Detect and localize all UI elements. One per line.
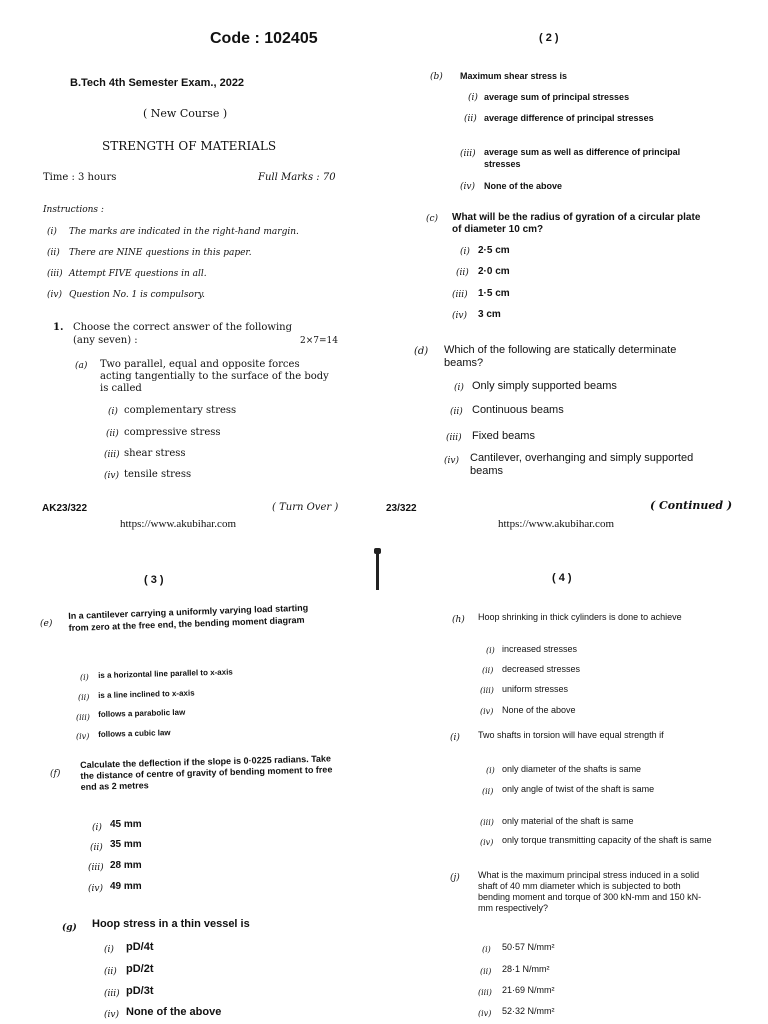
option-text: uniform stresses: [502, 684, 569, 694]
option-num: (iii): [452, 290, 468, 300]
option-text: decreased stresses: [502, 664, 581, 674]
option-text: only torque transmitting capacity of the shaft is same: [502, 835, 712, 845]
subquestion-label: (b): [430, 72, 443, 82]
subquestion-label: (a): [75, 361, 88, 371]
option-text: 28 mm: [110, 860, 142, 871]
option-text: only diameter of the shafts is same: [502, 764, 642, 774]
option-num: (iii): [76, 713, 90, 722]
option-text: 50·57 N/mm²: [502, 942, 555, 952]
option-num: (iii): [478, 988, 492, 997]
option-num: (iv): [88, 884, 103, 894]
option-num: (ii): [104, 967, 117, 977]
subject-title: STRENGTH OF MATERIALS: [102, 139, 277, 153]
option-text: complementary stress: [124, 405, 237, 416]
option-text: None of the above: [484, 181, 563, 191]
option-text: 35 mm: [110, 839, 142, 850]
option-text: compressive stress: [124, 427, 221, 438]
exam-code: Code : 102405: [210, 30, 318, 47]
footer-code: AK23/322: [42, 503, 88, 514]
question-marks: 2×7=14: [300, 336, 338, 346]
question-text: (any seven) :: [73, 335, 138, 346]
option-text: Fixed beams: [472, 430, 535, 442]
page-number: ( 3 ): [144, 574, 164, 586]
option-num: (iv): [480, 707, 494, 716]
footer-note: ( Turn Over ): [272, 502, 339, 513]
option-num: (i): [108, 407, 118, 417]
option-text: None of the above: [502, 705, 576, 715]
option-text: shear stress: [124, 448, 186, 459]
time-label: Time : 3 hours: [43, 172, 117, 183]
source-url: https://www.akubihar.com: [120, 518, 236, 530]
option-num: (ii): [480, 967, 492, 976]
option-num: (iii): [88, 863, 104, 873]
instruction-num: (i): [47, 227, 57, 237]
subquestion-text: Two parallel, equal and opposite forces acting tangentially to the surface of the body is called: [100, 359, 329, 394]
option-text: 45 mm: [110, 819, 142, 830]
option-num: (i): [486, 646, 495, 655]
option-text: 3 cm: [478, 309, 501, 320]
option-num: (i): [460, 247, 470, 257]
option-num: (i): [486, 766, 495, 775]
option-text: Only simply supported beams: [472, 380, 617, 392]
option-text: 1·5 cm: [478, 288, 510, 299]
footer-code: 23/322: [386, 503, 417, 514]
source-url: https://www.akubihar.com: [498, 518, 614, 530]
option-text: Cantilever, overhanging and simply supported beams: [470, 452, 694, 477]
option-num: (iv): [452, 311, 467, 321]
subquestion-label: (c): [426, 214, 439, 224]
option-num: (iii): [446, 433, 462, 443]
option-num: (i): [454, 383, 464, 393]
option-num: (iv): [480, 838, 494, 847]
scan-divider-dot: [374, 548, 381, 554]
option-num: (ii): [482, 666, 494, 675]
option-text: only angle of twist of the shaft is same: [502, 784, 655, 794]
option-num: (ii): [450, 407, 463, 417]
instruction-num: (iii): [47, 269, 63, 279]
option-num: (iv): [460, 182, 475, 192]
subquestion-label: (j): [450, 873, 460, 883]
option-text: average difference of principal stresses: [484, 113, 654, 123]
subquestion-label: (h): [452, 615, 465, 625]
option-num: (iii): [104, 450, 120, 460]
option-num: (iv): [76, 732, 90, 741]
option-text: 2·0 cm: [478, 266, 510, 277]
subquestion-text: Hoop shrinking in thick cylinders is done to achieve: [478, 612, 682, 622]
option-text: pD/3t: [126, 985, 154, 997]
option-text: tensile stress: [124, 469, 192, 480]
subquestion-text: In a cantilever carrying a uniformly varying load starting from zero at the free end, the bending moment diagram: [68, 602, 309, 633]
option-num: (ii): [456, 268, 469, 278]
subquestion-text: Two shafts in torsion will have equal strength if: [478, 730, 664, 740]
option-num: (iii): [480, 686, 494, 695]
page-number: ( 4 ): [552, 572, 572, 584]
instruction-text: Attempt FIVE questions in all.: [69, 269, 207, 279]
question-text: Choose the correct answer of the following: [73, 322, 292, 333]
option-text: pD/2t: [126, 963, 154, 975]
option-num: (iv): [104, 471, 119, 481]
subquestion-text: Which of the following are statically determinate beams?: [444, 344, 677, 369]
question-number: 1.: [53, 322, 64, 333]
option-num: (iv): [104, 1010, 119, 1020]
option-num: (i): [482, 945, 491, 954]
instruction-num: (ii): [47, 248, 60, 258]
option-num: (iii): [460, 149, 476, 159]
option-num: (i): [468, 93, 478, 103]
subquestion-label: (i): [450, 733, 460, 743]
instruction-text: There are NINE questions in this paper.: [69, 248, 252, 258]
subquestion-text: Calculate the deflection if the slope is 0·0225 radians. Take the distance of centre of gravity of bending moment to free end as 2 metres: [80, 753, 333, 792]
option-text: 28·1 N/mm²: [502, 964, 550, 974]
option-num: (iii): [480, 818, 494, 827]
full-marks: Full Marks : 70: [258, 172, 336, 183]
option-text: average sum as well as difference of principal stresses: [484, 147, 681, 169]
option-text: 21·69 N/mm²: [502, 985, 555, 995]
option-text: is a line inclined to x-axis: [98, 688, 195, 700]
subquestion-text: What will be the radius of gyration of a circular plate of diameter 10 cm?: [452, 212, 701, 235]
option-text: 52·32 N/mm²: [502, 1006, 555, 1016]
option-num: (ii): [464, 114, 477, 124]
page-number: ( 2 ): [539, 32, 559, 44]
subquestion-label: (d): [414, 346, 429, 357]
subquestion-text: What is the maximum principal stress induced in a solid shaft of 40 mm diameter which is subjected to both bending moment and torque of 300 kN-mm and 150 kN-mm respectively?: [478, 870, 702, 913]
option-text: Continuous beams: [472, 404, 564, 416]
subquestion-label: (e): [40, 619, 53, 629]
subquestion-text: Hoop stress in a thin vessel is: [92, 918, 250, 930]
option-text: follows a parabolic law: [98, 707, 186, 719]
option-num: (ii): [106, 429, 119, 439]
instruction-text: The marks are indicated in the right-hand margin.: [69, 227, 299, 237]
option-num: (i): [80, 673, 89, 682]
subquestion-text: Maximum shear stress is: [460, 71, 568, 81]
instructions-label: Instructions :: [43, 205, 104, 215]
option-text: pD/4t: [126, 941, 154, 953]
option-text: follows a cubic law: [98, 728, 171, 739]
exam-title: B.Tech 4th Semester Exam., 2022: [70, 77, 245, 89]
instruction-num: (iv): [47, 290, 62, 300]
option-num: (i): [104, 945, 114, 955]
option-text: only material of the shaft is same: [502, 816, 634, 826]
option-text: None of the above: [126, 1006, 222, 1018]
option-num: (ii): [90, 843, 103, 853]
option-num: (iii): [104, 989, 120, 999]
option-text: increased stresses: [502, 644, 578, 654]
option-text: 2·5 cm: [478, 245, 510, 256]
course-label: ( New Course ): [143, 107, 228, 120]
option-num: (iv): [478, 1009, 492, 1018]
option-num: (ii): [78, 693, 90, 702]
subquestion-label: (g): [62, 923, 77, 933]
option-num: (ii): [482, 787, 494, 796]
option-text: average sum of principal stresses: [484, 92, 630, 102]
option-num: (iv): [444, 456, 459, 466]
option-text: is a horizontal line parallel to x-axis: [98, 667, 233, 680]
subquestion-label: (f): [50, 769, 61, 779]
scan-divider-mark: [376, 548, 379, 590]
option-text: 49 mm: [110, 881, 142, 892]
instruction-text: Question No. 1 is compulsory.: [69, 290, 206, 300]
footer-note: ( Continued ): [650, 499, 733, 512]
option-num: (i): [92, 823, 102, 833]
